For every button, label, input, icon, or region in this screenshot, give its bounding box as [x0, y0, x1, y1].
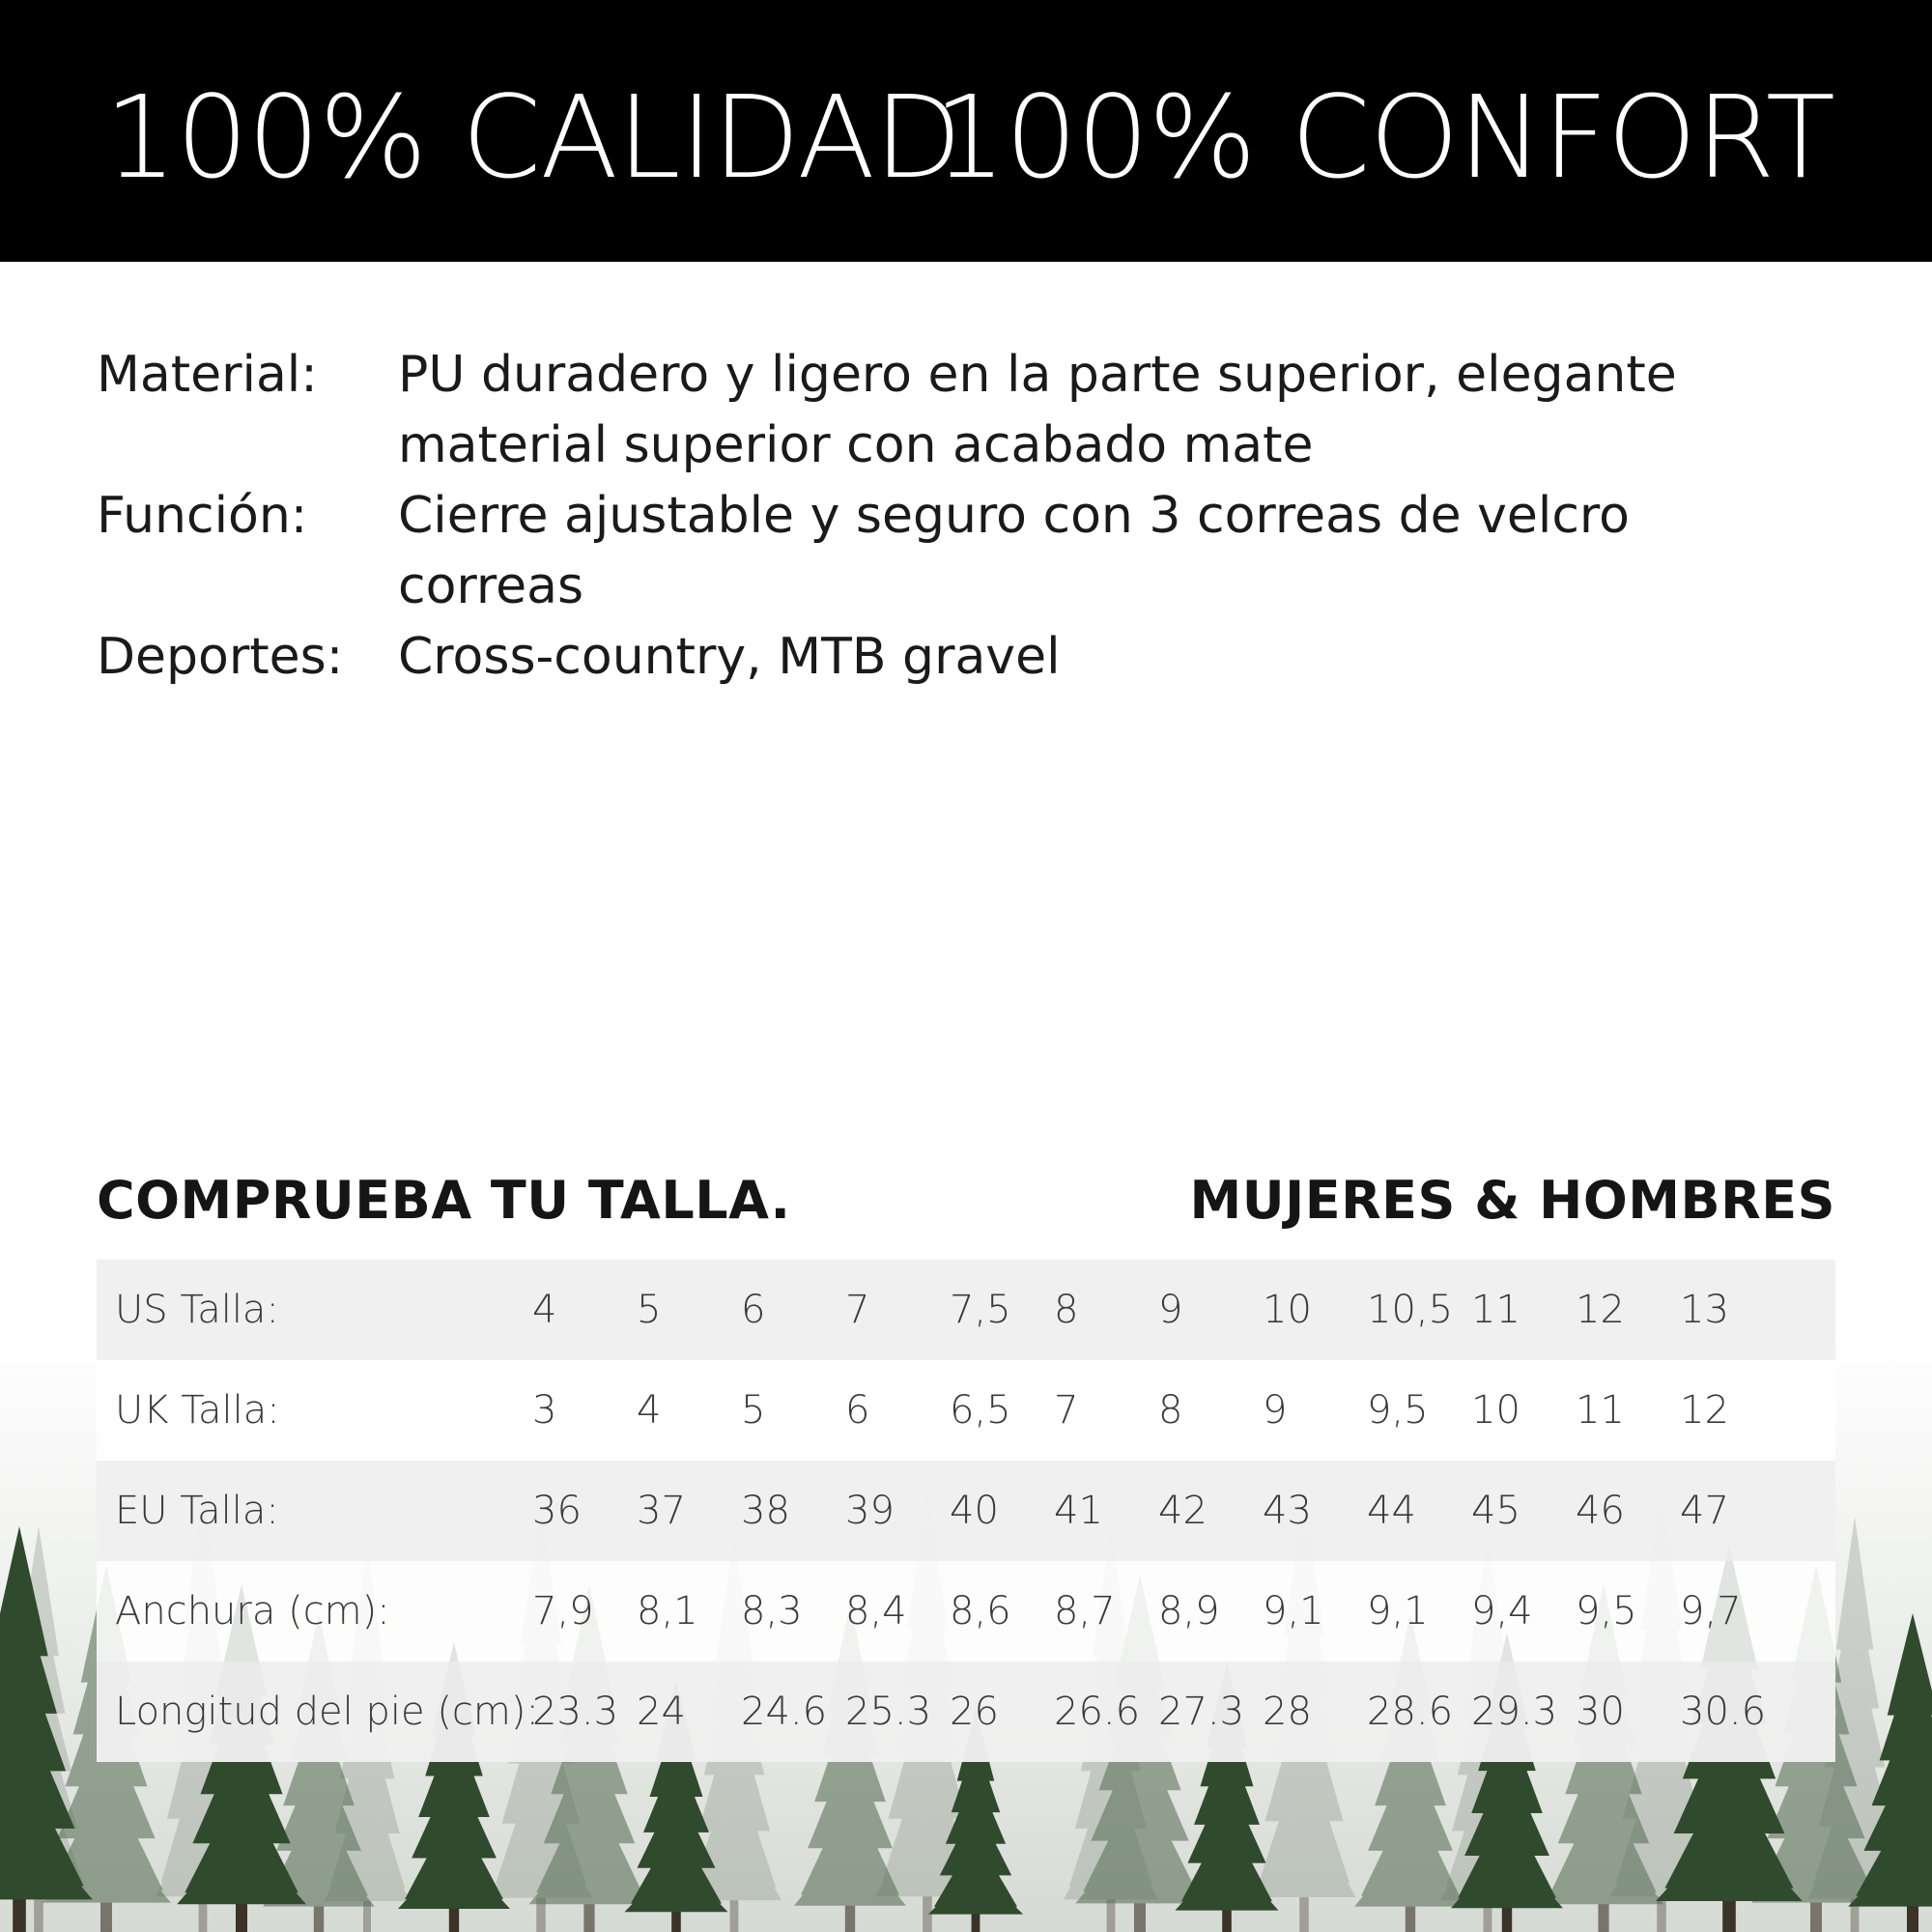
table-cell: 38: [741, 1489, 790, 1533]
table-cell: 8,1: [637, 1589, 698, 1634]
table-row: [97, 1561, 1835, 1662]
table-cell: 4: [637, 1388, 662, 1433]
table-cell: 39: [845, 1489, 895, 1533]
table-row: [97, 1360, 1835, 1461]
table-cell: 29.3: [1471, 1690, 1558, 1734]
table-cell: 6: [845, 1388, 870, 1433]
spec-label: Función:: [97, 487, 308, 545]
table-cell: 7: [845, 1288, 870, 1332]
quality-slogan: 100% CALIDAD: [104, 71, 961, 204]
table-cell: 9,7: [1680, 1589, 1742, 1634]
spec-row-function: [97, 481, 1835, 622]
size-check-title: COMPRUEBA TU TALLA.: [97, 1170, 791, 1231]
table-cell: 11: [1576, 1388, 1625, 1433]
table-cell: 27.3: [1158, 1690, 1245, 1734]
table-cell: 24.6: [741, 1690, 828, 1734]
table-cell: 30.6: [1680, 1690, 1767, 1734]
comfort-slogan: 100% CONFORT: [933, 71, 1834, 204]
row-label: EU Talla:: [115, 1489, 279, 1533]
table-cell: 9,5: [1576, 1589, 1637, 1634]
table-cell: 7: [1054, 1388, 1079, 1433]
row-label: Longitud del pie (cm):: [115, 1690, 539, 1734]
table-cell: 47: [1680, 1489, 1729, 1533]
table-cell: 45: [1471, 1489, 1520, 1533]
table-cell: 28.6: [1367, 1690, 1454, 1734]
table-cell: 9,5: [1367, 1388, 1429, 1433]
table-cell: 3: [532, 1388, 557, 1433]
table-cell: 7,9: [532, 1589, 594, 1634]
table-cell: 8,9: [1158, 1589, 1220, 1634]
product-specs: [97, 340, 1835, 693]
table-cell: 8,7: [1054, 1589, 1116, 1634]
spec-value: PU duradero y ligero en la parte superior, elegante material superior con acabado mate: [398, 346, 1677, 474]
table-cell: 23.3: [532, 1690, 619, 1734]
spec-value: Cierre ajustable y seguro con 3 correas de velcro correas: [398, 487, 1630, 615]
spec-row-sports: [97, 622, 1835, 693]
table-cell: 26: [950, 1690, 999, 1734]
spec-label: Deportes:: [97, 628, 344, 686]
table-cell: 10: [1263, 1288, 1312, 1332]
row-label: UK Talla:: [115, 1388, 280, 1433]
table-row: [97, 1662, 1835, 1762]
table-row: [97, 1260, 1835, 1360]
table-cell: 7,5: [950, 1288, 1011, 1332]
table-cell: 4: [532, 1288, 557, 1332]
table-cell: 10,5: [1367, 1288, 1454, 1332]
spec-value: Cross-country, MTB gravel: [398, 628, 1061, 686]
table-cell: 10: [1471, 1388, 1520, 1433]
row-label: Anchura (cm):: [115, 1589, 390, 1634]
table-cell: 8: [1054, 1288, 1079, 1332]
table-cell: 42: [1158, 1489, 1208, 1533]
table-cell: 26.6: [1054, 1690, 1141, 1734]
table-cell: 13: [1680, 1288, 1729, 1332]
table-cell: 8,3: [741, 1589, 803, 1634]
table-cell: 12: [1680, 1388, 1729, 1433]
header-banner: [0, 0, 1932, 262]
table-cell: 5: [637, 1288, 662, 1332]
spec-row-material: [97, 340, 1835, 481]
table-cell: 36: [532, 1489, 582, 1533]
table-cell: 6: [741, 1288, 766, 1332]
size-chart-table: [97, 1260, 1835, 1762]
audience-title: MUJERES & HOMBRES: [1189, 1170, 1835, 1231]
table-cell: 9,4: [1471, 1589, 1533, 1634]
table-cell: 46: [1576, 1489, 1625, 1533]
table-cell: 30: [1576, 1690, 1625, 1734]
table-cell: 12: [1576, 1288, 1625, 1332]
table-cell: 8,4: [845, 1589, 907, 1634]
table-cell: 9,1: [1263, 1589, 1324, 1634]
table-cell: 44: [1367, 1489, 1416, 1533]
table-cell: 25.3: [845, 1690, 932, 1734]
table-cell: 28: [1263, 1690, 1312, 1734]
table-cell: 11: [1471, 1288, 1520, 1332]
table-cell: 41: [1054, 1489, 1103, 1533]
table-cell: 8,6: [950, 1589, 1011, 1634]
table-cell: 9: [1263, 1388, 1288, 1433]
table-cell: 9: [1158, 1288, 1183, 1332]
table-cell: 40: [950, 1489, 999, 1533]
table-cell: 6,5: [950, 1388, 1011, 1433]
table-cell: 9,1: [1367, 1589, 1429, 1634]
row-label: US Talla:: [115, 1288, 279, 1332]
table-cell: 43: [1263, 1489, 1312, 1533]
table-cell: 24: [637, 1690, 686, 1734]
table-row: [97, 1461, 1835, 1561]
table-cell: 37: [637, 1489, 686, 1533]
spec-label: Material:: [97, 346, 318, 404]
table-cell: 8: [1158, 1388, 1183, 1433]
table-cell: 5: [741, 1388, 766, 1433]
